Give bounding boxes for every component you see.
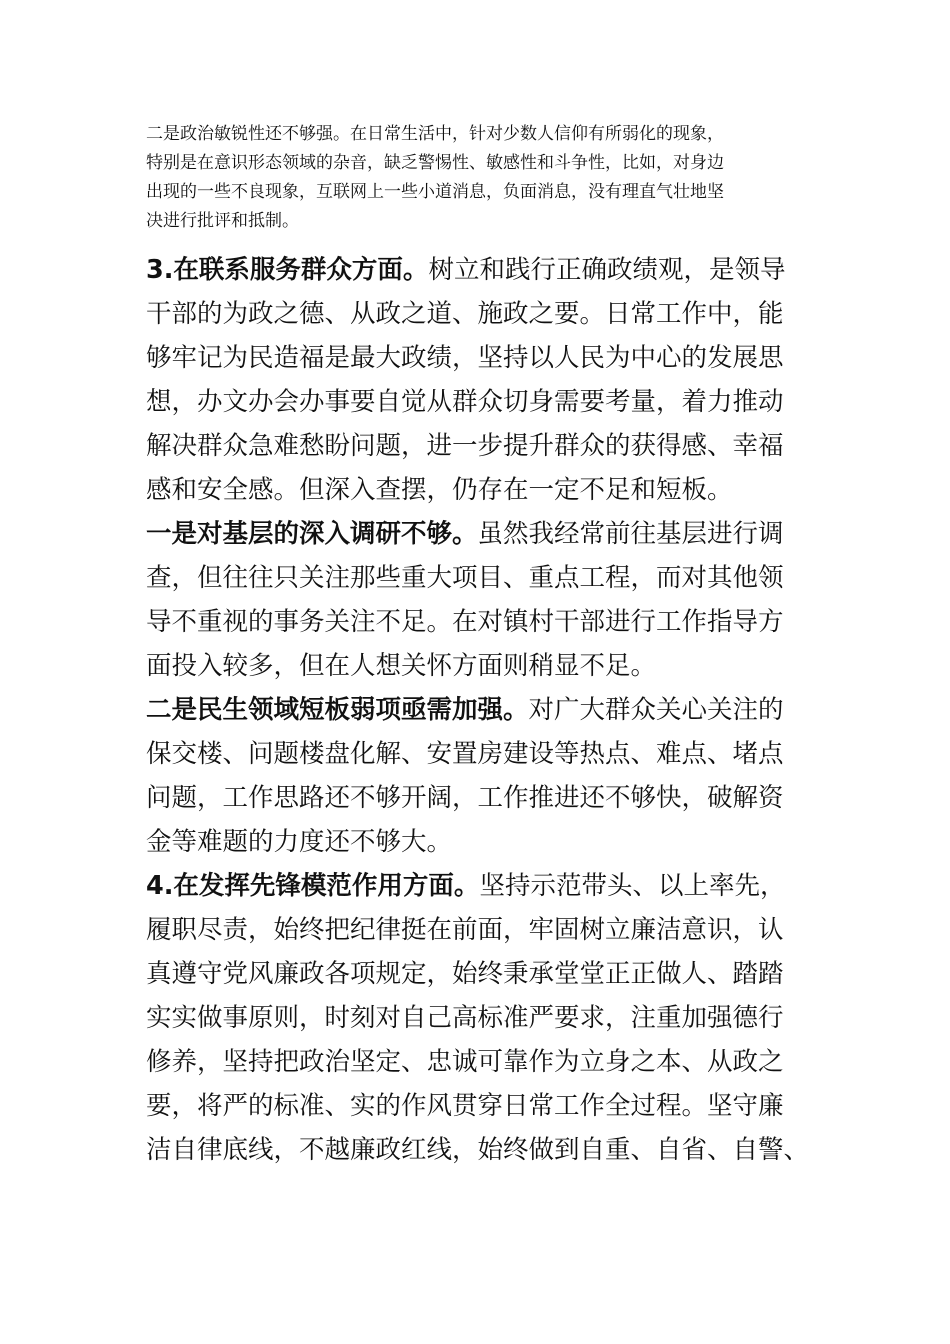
paragraph-line: 干部的为政之德、从政之道、施政之要。日常工作中，能	[146, 299, 784, 329]
paragraph-text: 坚持示范带头、以上率先，	[479, 871, 786, 901]
paragraph-line	[146, 864, 810, 908]
section-3-paragraph	[146, 248, 810, 512]
paragraph-line: 要，将严的标准、实的作风贯穿日常工作全过程。坚守廉	[146, 1091, 784, 1121]
paragraph-line	[146, 512, 810, 556]
intro-paragraph	[146, 120, 806, 236]
paragraph-text: 虽然我经常前往基层进行调	[477, 519, 784, 549]
paragraph-line: 保交楼、问题楼盘化解、安置房建设等热点、难点、堵点	[146, 739, 784, 769]
paragraph-line: 问题，工作思路还不够开阔，工作推进还不够快，破解资	[146, 783, 784, 813]
paragraph-line: 金等难题的力度还不够大。	[146, 827, 453, 857]
point-2-heading: 二是民生领域短板弱项亟需加强。	[146, 695, 529, 725]
paragraph-line: 真遵守党风廉政各项规定，始终秉承堂堂正正做人、踏踏	[146, 959, 784, 989]
paragraph-line: 面投入较多，但在人想关怀方面则稍显不足。	[146, 651, 657, 681]
point-1-heading: 一是对基层的深入调研不够。	[146, 519, 478, 549]
paragraph-text: 对广大群众关心关注的	[528, 695, 784, 725]
intro-line: 特别是在意识形态领域的杂音，缺乏警惕性、敏感性和斗争性，比如，对身边	[146, 153, 724, 173]
section-4-heading: 4.在发挥先锋模范作用方面。	[146, 871, 480, 901]
paragraph-line: 导不重视的事务关注不足。在对镇村干部进行工作指导方	[146, 607, 784, 637]
paragraph-line: 洁自律底线，不越廉政红线，始终做到自重、自省、自警、	[146, 1135, 810, 1165]
paragraph-line: 修养，坚持把政治坚定、忠诚可靠作为立身之本、从政之	[146, 1047, 784, 1077]
section-4-paragraph	[146, 864, 810, 1172]
paragraph-line: 实实做事原则，时刻对自己高标准严要求，注重加强德行	[146, 1003, 784, 1033]
paragraph-line	[146, 688, 810, 732]
paragraph-line: 感和安全感。但深入查摆，仍存在一定不足和短板。	[146, 475, 733, 505]
point-2-paragraph	[146, 688, 810, 864]
intro-text	[146, 120, 806, 236]
intro-line: 决进行批评和抵制。	[146, 211, 299, 231]
paragraph-line: 够牢记为民造福是最大政绩，坚持以人民为中心的发展思	[146, 343, 784, 373]
paragraph-line: 解决群众急难愁盼问题，进一步提升群众的获得感、幸福	[146, 431, 784, 461]
paragraph-line: 履职尽责，始终把纪律挺在前面，牢固树立廉洁意识，认	[146, 915, 784, 945]
paragraph-text: 树立和践行正确政绩观，是领导	[428, 255, 786, 285]
section-3-heading: 3.在联系服务群众方面。	[146, 255, 429, 285]
paragraph-line	[146, 248, 810, 292]
paragraph-line: 查，但往往只关注那些重大项目、重点工程，而对其他领	[146, 563, 784, 593]
paragraph-line: 想，办文办会办事要自觉从群众切身需要考量，着力推动	[146, 387, 784, 417]
intro-line: 出现的一些不良现象，互联网上一些小道消息，负面消息，没有理直气壮地坚	[146, 182, 724, 202]
intro-line: 二是政治敏锐性还不够强。在日常生活中，针对少数人信仰有所弱化的现象，	[146, 124, 724, 144]
body-text	[146, 248, 810, 1172]
point-1-paragraph	[146, 512, 810, 688]
